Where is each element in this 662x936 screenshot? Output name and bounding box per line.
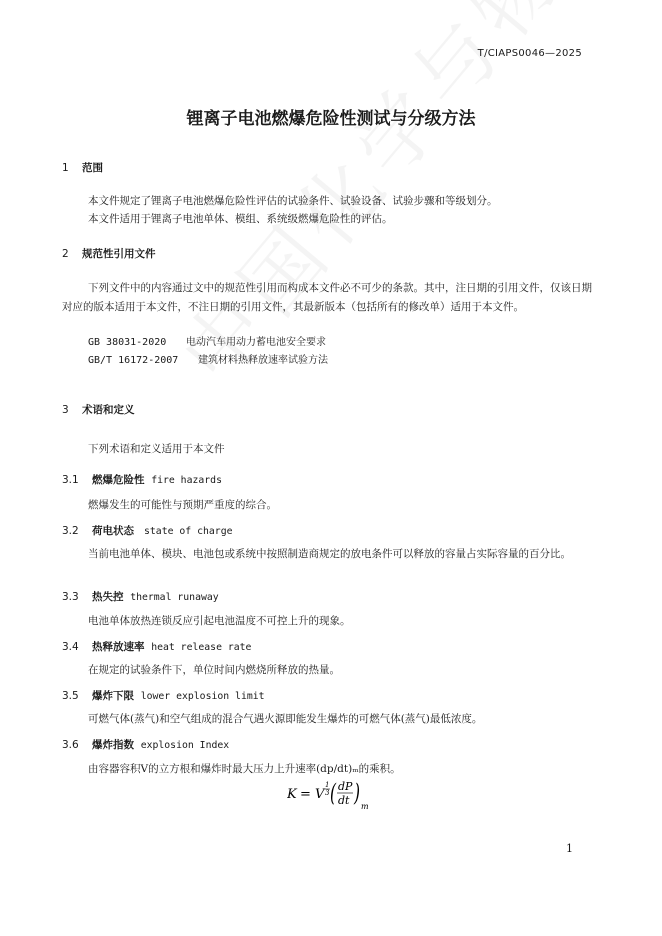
svg-text:=: = (300, 787, 311, 802)
svg-text:dt: dt (338, 794, 350, 807)
section-number: 3 (62, 404, 69, 416)
svg-text:3: 3 (325, 789, 330, 797)
term-chinese: 燃爆危险性 (92, 474, 145, 486)
term-definition: 可燃气体(蒸气)和空气组成的混合气遇火源即能发生爆炸的可燃气体(蒸气)最低浓度。 (88, 713, 483, 725)
term-english: state of charge (144, 526, 233, 537)
term-chinese: 热释放速率 (92, 641, 145, 653)
section-heading-terms (62, 402, 135, 417)
term-definition: 电池单体放热连锁反应引起电池温度不可控上升的现象。 (88, 615, 351, 627)
section-title: 术语和定义 (82, 404, 135, 416)
section-heading-scope (62, 160, 103, 175)
term-english: explosion Index (140, 740, 230, 751)
term-definition: 当前电池单体、模块、电池包或系统中按照制造商规定的放电条件可以释放的容量占实际容量的百分比。 (88, 548, 571, 560)
document-title: 锂离子电池燃爆危险性测试与分级方法 (186, 109, 476, 129)
section-number: 1 (62, 162, 69, 174)
svg-text:): ) (354, 778, 361, 807)
svg-text:1: 1 (325, 781, 330, 789)
svg-text:V: V (315, 787, 325, 802)
reference-code: GB/T 16172-2007 (88, 355, 179, 366)
scope-paragraph-1: 本文件规定了锂离子电池燃爆危险性评估的试验条件、试验设备、试验步骤和等级划分。 (88, 195, 498, 207)
term-chinese: 爆炸下限 (92, 690, 134, 702)
term-definition: 由容器容积V的立方根和爆炸时最大压力上升速率(dp/dt)ₘ的乘积。 (88, 763, 401, 775)
document-code: T/CIAPS0046—2025 (477, 48, 582, 59)
svg-text:K: K (287, 787, 297, 802)
term-number: 3.3 (62, 591, 79, 603)
term-chinese: 热失控 (92, 591, 124, 603)
section-number: 2 (62, 248, 69, 260)
term-chinese: 爆炸指数 (92, 739, 134, 751)
reference-item (88, 333, 326, 348)
term-heading (62, 688, 265, 703)
reference-item (88, 351, 328, 366)
term-number: 3.6 (62, 739, 79, 751)
svg-text:(: ( (330, 778, 337, 807)
term-heading (62, 472, 222, 487)
term-heading (62, 523, 233, 538)
term-number: 3.4 (62, 641, 79, 653)
term-number: 3.2 (62, 525, 79, 537)
page-number: 1 (566, 842, 573, 855)
term-english: lower explosion limit (140, 691, 265, 702)
term-chinese: 荷电状态 (92, 525, 134, 537)
section-heading-normative (62, 246, 156, 261)
term-heading (62, 589, 219, 604)
section-title: 范围 (82, 162, 103, 174)
formula-graphic (287, 776, 377, 816)
svg-text:m: m (361, 802, 369, 811)
term-heading (62, 737, 229, 752)
term-english: heat release rate (151, 642, 252, 653)
scope-paragraph-2: 本文件适用于锂离子电池单体、模组、系统级燃爆危险性的评估。 (88, 213, 393, 225)
reference-code: GB 38031-2020 (88, 337, 167, 348)
term-number: 3.1 (62, 474, 79, 486)
terms-intro: 下列术语和定义适用于本文件 (88, 443, 225, 455)
reference-name: 建筑材料热释放速率试验方法 (198, 355, 328, 366)
reference-name: 电动汽车用动力蓄电池安全要求 (186, 337, 326, 348)
term-english: thermal runaway (130, 592, 219, 603)
term-definition: 在规定的试验条件下，单位时间内燃烧所释放的热量。 (88, 664, 340, 676)
term-definition: 燃爆发生的可能性与预期严重度的综合。 (88, 499, 277, 511)
term-number: 3.5 (62, 690, 79, 702)
svg-text:dP: dP (338, 780, 353, 793)
term-heading (62, 639, 251, 654)
explosion-index-formula (287, 776, 377, 820)
term-english: fire hazards (151, 475, 222, 486)
section-title: 规范性引用文件 (82, 248, 156, 260)
normative-paragraph: 下列文件中的内容通过文中的规范性引用而构成本文件必不可少的条款。其中，注日期的引用文件，仅该日期对应的版本适用于本文件，不注日期的引用文件，其最新版本（包括所有的修改单）适用于本文件。 (62, 282, 592, 313)
